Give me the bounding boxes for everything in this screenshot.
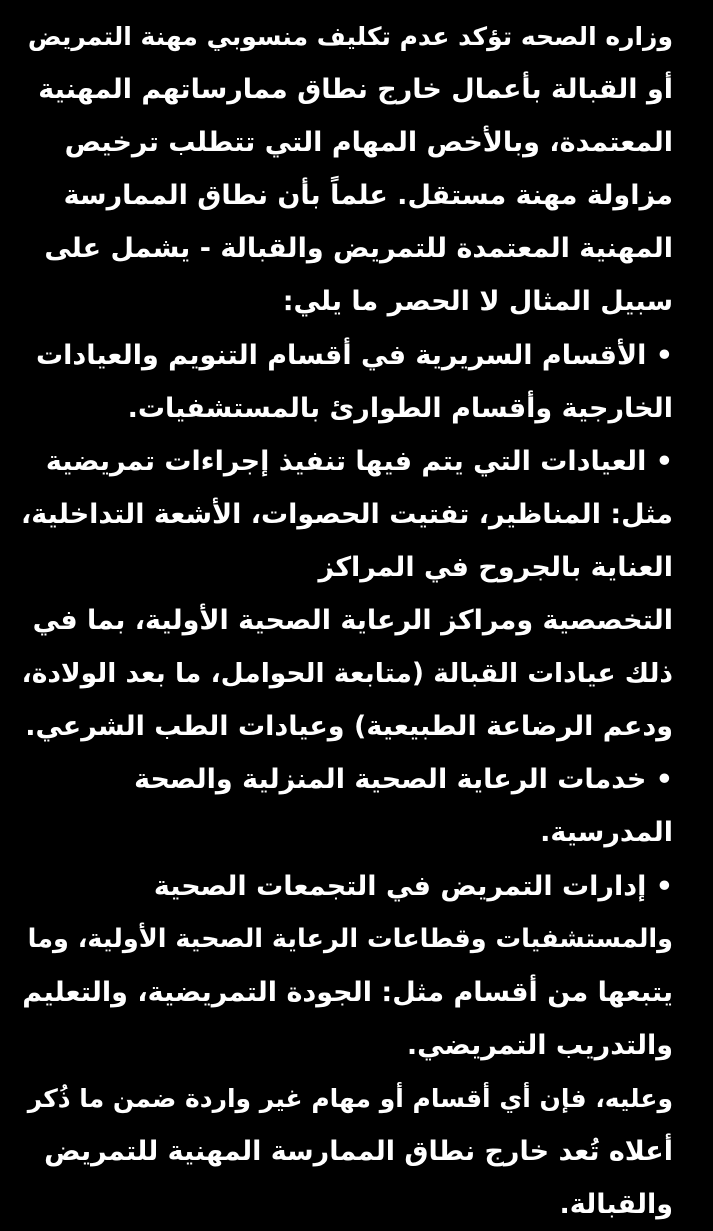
text-line: يتبعها من أقسام مثل: الجودة التمريضية، والتعليم — [22, 976, 673, 1008]
text-line: ودعم الرضاعة الطبيعية) وعيادات الطب الشرعي. — [25, 711, 673, 743]
text-line: مزاولة مهنة مستقل. علماً بأن نطاق الممارسة — [63, 180, 673, 212]
text-line: المهنية المعتمدة للتمريض والقبالة - يشمل على — [44, 233, 673, 265]
text-line: المدرسية. — [540, 817, 673, 849]
text-line: مثل: المناظير، تفتيت الحصوات، الأشعة التداخلية، — [21, 498, 673, 530]
text-line: الخارجية وأقسام الطوارئ بالمستشفيات. — [127, 392, 673, 424]
notes-text-body — [20, 10, 673, 1231]
bullet-line: • خدمات الرعاية الصحية المنزلية والصحة — [134, 764, 673, 796]
text-line: العناية بالجروح في المراكز — [318, 551, 673, 583]
text-line: المعتمدة، وبالأخص المهام التي تتطلب ترخيص — [64, 127, 673, 159]
text-line: أعلاه تُعد خارج نطاق الممارسة المهنية للتمريض — [44, 1135, 673, 1167]
text-line: أو القبالة بأعمال خارج نطاق ممارساتهم المهنية — [38, 74, 673, 106]
text-line: التخصصية ومراكز الرعاية الصحية الأولية، بما في — [32, 605, 673, 637]
bullet-line: • إدارات التمريض في التجمعات الصحية — [153, 870, 673, 902]
bullet-line: • الأقسام السريرية في أقسام التنويم والعيادات — [35, 339, 673, 371]
text-line: والمستشفيات وقطاعات الرعاية الصحية الأولية، وما — [27, 923, 673, 954]
text-line: ذلك عيادات القبالة (متابعة الحوامل، ما بعد الولادة، — [21, 658, 673, 690]
bullet-line: • العيادات التي يتم فيها تنفيذ إجراءات تمريضية — [45, 445, 673, 477]
text-line: سبيل المثال لا الحصر ما يلي: — [282, 286, 673, 318]
text-line: وزاره الصحه تؤكد عدم تكليف منسوبي مهنة التمريض — [27, 22, 673, 51]
text-line: والتدريب التمريضي. — [406, 1029, 673, 1061]
text-line: وعليه، فإن أي أقسام أو مهام غير واردة ضمن ما ذُكر — [27, 1083, 673, 1113]
text-line: والقبالة. — [559, 1189, 673, 1221]
